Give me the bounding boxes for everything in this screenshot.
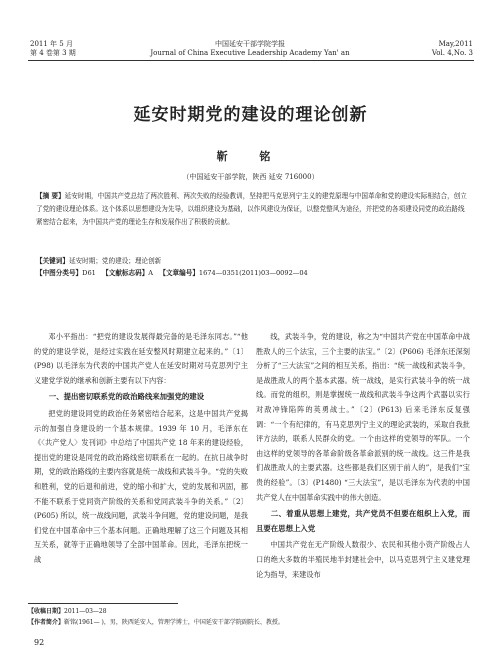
body-right-column bbox=[256, 330, 470, 582]
article-title: 延安时期党的建设的理论创新 bbox=[133, 105, 368, 125]
footnote-received bbox=[28, 607, 468, 616]
header-date-en: May,2011 bbox=[438, 40, 473, 48]
header-date: 2011 年 5 月 bbox=[30, 40, 73, 48]
article-id-value: 1674—0351(2011)03—0092—04 bbox=[198, 269, 308, 277]
article-author: 靳 铭 bbox=[216, 150, 285, 163]
clc-label: 【中图分类号】 bbox=[36, 269, 83, 277]
body-left-column bbox=[34, 330, 248, 568]
abstract-label: 【摘 要】 bbox=[36, 192, 65, 200]
article-id-label: 【文章编号】 bbox=[159, 269, 199, 277]
header-right bbox=[432, 40, 473, 58]
keywords-text: 延安时期；党的建设；理论创新 bbox=[68, 257, 162, 265]
journal-name-cn: 中国延安干部学院学报 bbox=[215, 40, 285, 48]
classification bbox=[36, 268, 468, 278]
doc-code-value: A bbox=[148, 269, 154, 277]
header-center bbox=[130, 40, 370, 58]
footnote-rule bbox=[28, 603, 178, 604]
received-label: 【收稿日期】 bbox=[28, 608, 65, 615]
header-volume-en: Vol. 4,No. 3 bbox=[431, 49, 473, 57]
abstract-text: 延安时期，中国共产党总结了两次胜利、两次失败的经验教训，坚持把马克思列宁主义的建党原理与中国革命和党的建设实际相结合，创立了党的建设理论体系。这个体系以思想建设为先导，以组织建设为基础，以作风建设为保证，以整党整风为途径，并把党的各项建设同党的政治路线紧密结合起来，为中国共产党的理论生存和发展作出了积极的贡献。 bbox=[36, 192, 467, 226]
section-heading-2: 二、着重从思想上建党，共产党员不但要在组织上入党，而且要在思想上入党 bbox=[256, 509, 470, 533]
header-rule bbox=[28, 60, 474, 61]
author-info-label: 【作者简介】 bbox=[28, 619, 65, 626]
clc-value: D61 bbox=[82, 269, 96, 277]
keywords bbox=[36, 256, 468, 266]
section-heading-1: 一、提出密切联系党的政治路线来加强党的建设 bbox=[48, 392, 205, 402]
keywords-label: 【关键词】 bbox=[36, 257, 69, 265]
paragraph: 把党的建设同党的政治任务紧密结合起来，这是中国共产党揭示的加强自身建设的一个基本规律。1939 年 10 月，毛泽东在《〈共产党人〉发刊词》中总结了中国共产党 18 年来的建设经验，提出党的建设是同党的政治路线密切联系在一起的。在抗日战争时期，党的政治路线的主要内容就是统一战线和武装斗争。“党的失败和胜利，党的后退和前进，党的缩小和扩大，党的发展和巩固，都不能不联系于党同资产阶级的关系和党同武装斗争的关系。”〔2〕(P605) 所以，统一战线问题，武装斗争问题，党的建设问题，是我们党在中国革命中三个基本问题。正确地理解了这三个问题及其相互关系，就等于正确地领导了全部中国革命。因此，毛泽东把统一战 bbox=[34, 408, 248, 564]
header-volume: 第 4 卷第 3 期 bbox=[30, 49, 76, 57]
paragraph: 邓小平指出：“把党的建设发展得最完备的是毛泽东同志。”“他的党的建设学说，是经过实践在延安整风时期建立起来的。”〔1〕(P98) 以毛泽东为代表的中国共产党人在延安时期对马克思列宁主义建党学说的继承和创新主要有以下内容： bbox=[34, 332, 248, 385]
journal-name-en: Journal of China Executive Leadership Academy Yan' an bbox=[150, 49, 350, 57]
page-number: 92 bbox=[34, 638, 45, 647]
header-left bbox=[30, 40, 76, 58]
paragraph: 线，武装斗争，党的建设，称之为“中国共产党在中国革命中战胜敌人的三个法宝，三个主要的法宝。”〔2〕(P606) 毛泽东还深刻分析了“三大法宝”之间的相互关系，指出：“统一战线和武装斗争，是战胜敌人的两个基本武器。统一战线，是实行武装斗争的统一战线。而党的组织，则是掌握统一战线和武装斗争这两个武器以实行对敌冲锋陷阵的英勇战士。”〔2〕(P613) 后来毛泽东反复强调：“一个有纪律的，有马克思列宁主义的理论武装的，采取自我批评方法的，联系人民群众的党。一个由这样的党领导的军队。一个由这样的党领导的各革命阶级各革命派别的统一战线。这三件是我们战胜敌人的主要武器。这些都是我们区别于前人的”，是我们“宝贵的经验”。〔3〕(P1480) “三大法宝”，是以毛泽东为代表的中国共产党人在中国革命实践中的伟大创造。 bbox=[256, 332, 470, 502]
author-affiliation: （中国延安干部学院，陕西 延安 716000） bbox=[182, 173, 319, 181]
doc-code-label: 【文献标志码】 bbox=[102, 269, 149, 277]
abstract bbox=[36, 190, 468, 229]
author-info: 靳铭(1961— )，男，陕西延安人，管理学博士，中国延安干部学院副院长、教授。 bbox=[64, 619, 284, 626]
received-date: 2011—03—28 bbox=[64, 608, 107, 615]
paragraph: 中国共产党在无产阶级人数很少、农民和其他小资产阶级占人口的绝大多数的半殖民地半封建社会中，以马克思列宁主义建党理论为指导，来建设布 bbox=[256, 540, 470, 579]
footnote-author bbox=[28, 618, 468, 627]
